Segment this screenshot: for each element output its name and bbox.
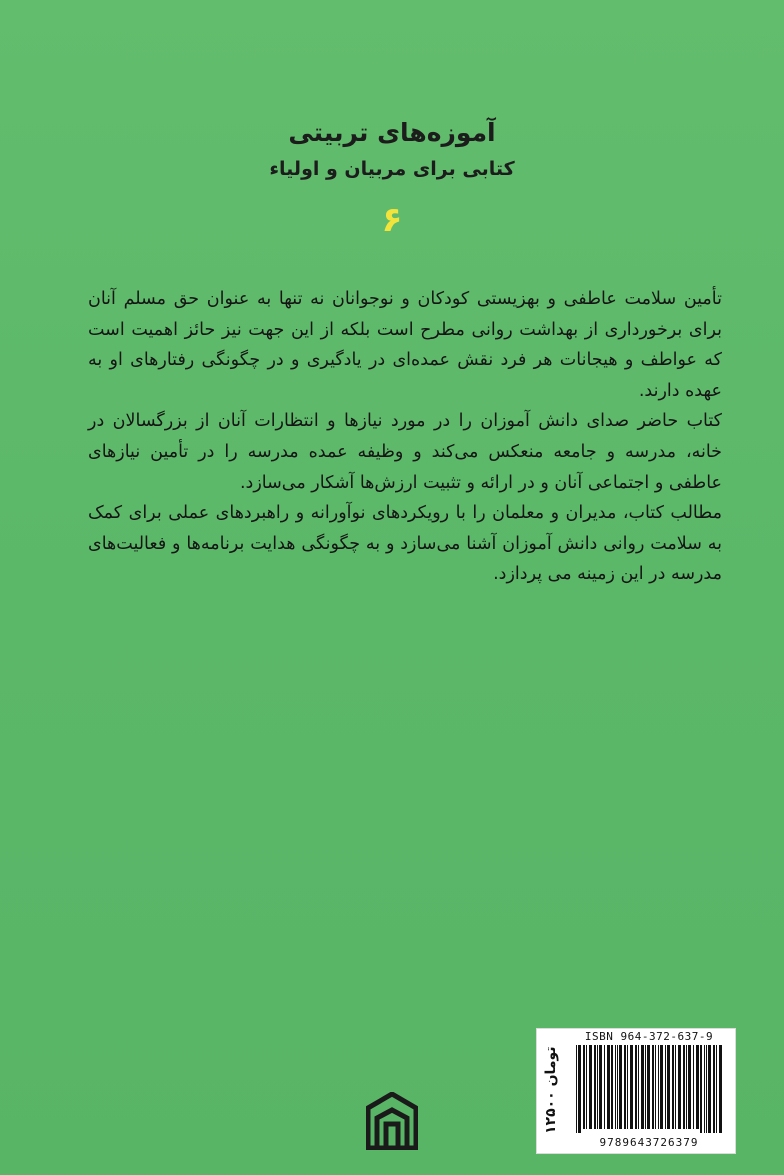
book-title: آموزه‌های تربیتی	[288, 118, 496, 147]
barcode-bar	[686, 1045, 687, 1129]
barcode-bar	[638, 1045, 639, 1129]
barcode-bar	[630, 1045, 633, 1129]
blurb-paragraph-3: مطالب کتاب، مدیران و معلمان را با رویکردهای نوآورانه و راهبردهای عملی برای کمک به سلامت روانی دانش آموزان آشنا می‌سازد و به چگونگی هدایت برنامه‌ها و فعالیت‌های مدرسه در این زمینه می پردازد.	[88, 503, 722, 585]
barcode-bar	[645, 1045, 646, 1129]
barcode-bar	[655, 1045, 656, 1129]
barcode-bar	[706, 1045, 707, 1133]
barcode-bar	[594, 1045, 596, 1129]
barcode-bar	[658, 1045, 659, 1129]
book-subtitle: کتابی برای مربیان و اولیاء	[269, 158, 515, 180]
barcode-bar	[615, 1045, 616, 1129]
blurb-paragraph-1: تأمین سلامت عاطفی و بهزیستی کودکان و نوجوانان نه تنها به عنوان حق مسلم آنان برای برخورداری از بهداشت روانی مطرح است بلکه از این جهت نیز حائز اهمیت است که عواطف و هیجانات هر فرد نقش عمده‌ای در یادگیری و در چگونگی رفتارهای او به عهده دارند.	[88, 289, 722, 401]
barcode-bar	[607, 1045, 610, 1129]
barcode-bar	[578, 1045, 581, 1133]
barcode-bar	[617, 1045, 618, 1129]
barcode-bar	[583, 1045, 585, 1129]
barcode-bar	[611, 1045, 613, 1129]
barcode-bar	[667, 1045, 670, 1129]
barcode-bar	[635, 1045, 637, 1129]
barcode-bar	[576, 1045, 577, 1133]
barcode-bar	[652, 1045, 654, 1129]
barcode-bar	[713, 1045, 715, 1133]
price-label: ۱۲۵۰۰ تومان	[543, 1046, 559, 1134]
barcode-bar	[675, 1045, 676, 1129]
publisher-logo-icon	[366, 1092, 418, 1150]
barcode-bar	[624, 1045, 626, 1129]
barcode-bar	[672, 1045, 674, 1129]
barcode-bar	[619, 1045, 622, 1129]
barcode-bars	[574, 1045, 724, 1135]
barcode-bar	[708, 1045, 711, 1133]
barcode-bar	[693, 1045, 694, 1129]
barcode-bar	[696, 1045, 699, 1129]
barcode-bar	[678, 1045, 681, 1129]
barcode-bar	[627, 1045, 628, 1129]
barcode-bar	[716, 1045, 717, 1133]
barcode-bar	[660, 1045, 663, 1129]
blurb-paragraph-2: کتاب حاضر صدای دانش آموزان را در مورد نیازها و انتظارات آنان از بزرگسالان در خانه، مدرسه و جامعه منعکس می‌کند و وظیفه عمده مدرسه را در تأمین نیازهای عاطفی و اجتماعی آنان و در ارائه و تثبیت ارزش‌ها آشکار می‌سازد.	[88, 411, 722, 493]
barcode-bar	[683, 1045, 685, 1129]
barcode-bar	[688, 1045, 691, 1129]
ean-number: 9789643726379	[599, 1136, 699, 1149]
barcode-bar	[604, 1045, 605, 1129]
barcode-bar	[704, 1045, 705, 1133]
barcode-bar	[641, 1045, 644, 1129]
barcode-bar	[597, 1045, 598, 1129]
barcode-bar	[589, 1045, 592, 1129]
barcode-bar	[700, 1045, 702, 1133]
barcode-bar	[599, 1045, 602, 1129]
barcode-bar	[719, 1045, 722, 1133]
barcode-bar	[665, 1045, 666, 1129]
barcode-bar	[647, 1045, 650, 1129]
barcode-bar	[586, 1045, 587, 1129]
blurb-text	[88, 284, 722, 590]
volume-number: ۶	[381, 200, 403, 240]
isbn-text: ISBN 964-372-637-9	[584, 1030, 714, 1043]
